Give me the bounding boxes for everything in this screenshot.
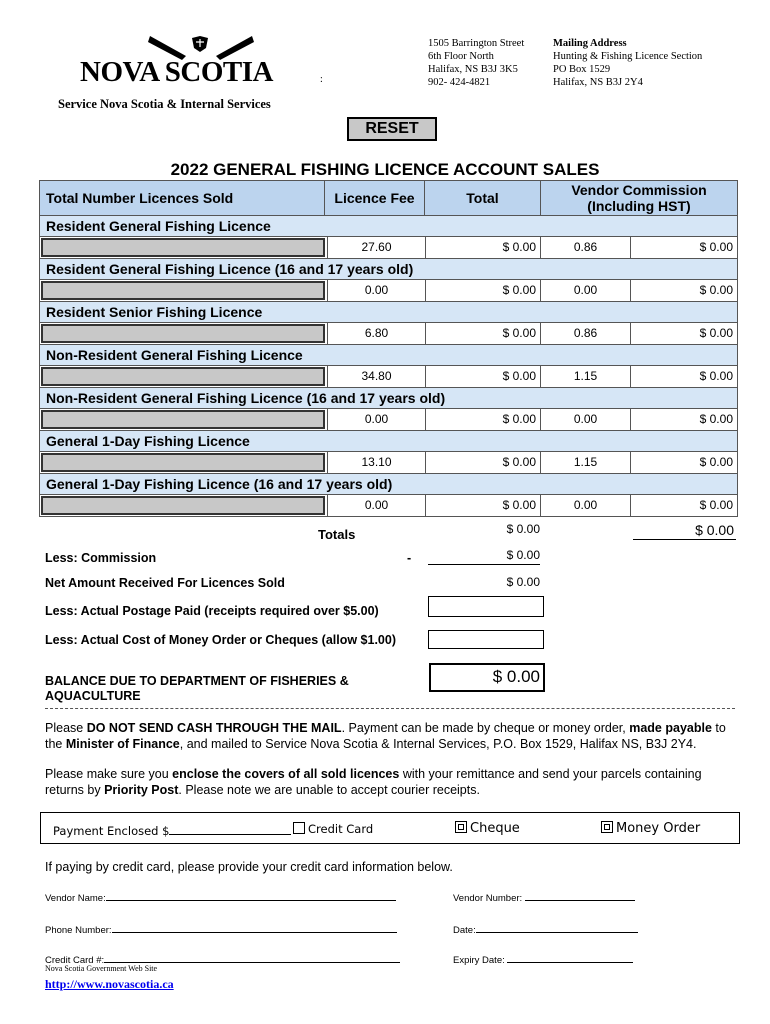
- quantity-input[interactable]: [41, 453, 325, 472]
- address-line: 6th Floor North: [428, 51, 494, 62]
- mailing-title: Mailing Address: [553, 38, 627, 49]
- cheque-option[interactable]: [455, 821, 520, 836]
- payment-enclosed-label: Payment Enclosed $: [53, 824, 170, 838]
- cheque-checkbox[interactable]: [455, 821, 467, 833]
- balance-value: $ 0.00: [492, 667, 540, 686]
- quantity-input[interactable]: [41, 496, 325, 515]
- expiry-field: [453, 952, 633, 966]
- totals-vendor-total: $ 0.00: [695, 522, 734, 538]
- row-total: $ 0.00: [426, 452, 541, 473]
- divider: [45, 708, 735, 709]
- money-order-input[interactable]: [428, 630, 544, 649]
- totals-label: Totals: [318, 527, 356, 542]
- less-commission-dash: -: [407, 551, 412, 565]
- section-title: Resident Senior Fishing Licence: [40, 301, 737, 322]
- quantity-input[interactable]: [41, 324, 325, 343]
- date-field: [453, 922, 638, 936]
- credit-card-number-label: Credit Card #:: [45, 955, 105, 966]
- payment-enclosed-input[interactable]: [169, 822, 291, 835]
- licence-fee: 34.80: [327, 366, 426, 387]
- credit-card-label: Credit Card: [308, 822, 374, 836]
- nova-scotia-logo: [78, 34, 288, 94]
- money-order-label: Money Order: [616, 821, 701, 836]
- col-header-commission: Vendor Commission (Including HST): [571, 182, 707, 214]
- postage-label: Less: Actual Postage Paid (receipts required over $5.00): [45, 604, 379, 618]
- address-line: PO Box 1529: [553, 64, 611, 75]
- vendor-name-label: Vendor Name:: [45, 893, 106, 904]
- money-order-checkbox[interactable]: [601, 821, 613, 833]
- phone-input[interactable]: [112, 922, 397, 933]
- postage-input[interactable]: [428, 596, 544, 617]
- address-line: Halifax, NS B3J 3K5: [428, 64, 518, 75]
- balance-label-line: BALANCE DUE TO DEPARTMENT OF FISHERIES &: [45, 674, 349, 688]
- reset-button[interactable]: RESET: [347, 117, 437, 141]
- licence-fee: 13.10: [327, 452, 426, 473]
- payment-enclosed: [53, 822, 291, 838]
- vendor-name-input[interactable]: [106, 890, 396, 901]
- licence-fee: 0.00: [327, 495, 426, 516]
- table-row: [40, 408, 737, 430]
- less-commission-label: Less: Commission: [45, 551, 157, 565]
- quantity-input[interactable]: [41, 410, 325, 429]
- licence-table: [39, 180, 738, 517]
- commission-total: $ 0.00: [699, 326, 733, 340]
- row-total: $ 0.00: [426, 366, 541, 387]
- commission-rate: 1.15: [541, 366, 631, 387]
- enclosure-notice: Please make sure you enclose the covers of all sold licences with your remittance and send your parcels containing returns by Priority Post. Please note we are unable to accept courier receipts.: [45, 767, 702, 797]
- section-title: Non-Resident General Fishing Licence: [40, 344, 737, 365]
- commission-rate: 0.86: [541, 323, 631, 344]
- service-name: Service Nova Scotia & Internal Services: [58, 97, 271, 111]
- date-input[interactable]: [476, 922, 638, 933]
- table-row: [40, 494, 737, 516]
- street-address: [428, 37, 524, 89]
- phone-label: Phone Number:: [45, 925, 112, 936]
- money-order-label: Less: Actual Cost of Money Order or Cheques (allow $1.00): [45, 633, 397, 647]
- commission-rate: 0.00: [541, 280, 631, 301]
- commission-total: $ 0.00: [699, 369, 733, 383]
- address-line: Halifax, NS B3J 2Y4: [553, 77, 643, 88]
- commission-total: $ 0.00: [699, 455, 733, 469]
- section-title: General 1-Day Fishing Licence: [40, 430, 737, 451]
- table-row: [40, 365, 737, 387]
- form-title: 2022 GENERAL FISHING LICENCE ACCOUNT SALES: [170, 160, 600, 179]
- net-amount-label: Net Amount Received For Licences Sold: [45, 576, 285, 590]
- licence-fee: 0.00: [327, 280, 426, 301]
- address-line: Hunting & Fishing Licence Section: [553, 51, 703, 62]
- commission-total: $ 0.00: [699, 412, 733, 426]
- mailing-address: [553, 37, 702, 89]
- commission-rate: 0.00: [541, 409, 631, 430]
- row-total: $ 0.00: [426, 323, 541, 344]
- table-row: [40, 236, 737, 258]
- payment-box: [40, 812, 740, 844]
- commission-rate: 0.00: [541, 495, 631, 516]
- footer-site-label: Nova Scotia Government Web Site: [45, 964, 158, 973]
- expiry-input[interactable]: [507, 952, 633, 963]
- phone-field: [45, 922, 397, 936]
- vendor-number-input[interactable]: [525, 890, 635, 901]
- footer-link[interactable]: http://www.novascotia.ca: [45, 977, 174, 991]
- table-row: [40, 279, 737, 301]
- section-title: Resident General Fishing Licence: [40, 215, 737, 236]
- balance-label-line: AQUACULTURE: [45, 689, 141, 703]
- col-header-qty: Total Number Licences Sold: [40, 181, 325, 215]
- totals-total: $ 0.00: [506, 522, 540, 536]
- credit-card-note: If paying by credit card, please provide your credit card information below.: [45, 860, 453, 874]
- expiry-label: Expiry Date:: [453, 955, 505, 966]
- credit-card-checkbox[interactable]: [293, 822, 305, 834]
- commission-rate: 1.15: [541, 452, 631, 473]
- date-label: Date:: [453, 925, 476, 936]
- quantity-input[interactable]: [41, 367, 325, 386]
- commission-total: $ 0.00: [699, 240, 733, 254]
- money-order-option[interactable]: [601, 821, 700, 836]
- row-total: $ 0.00: [426, 409, 541, 430]
- row-total: $ 0.00: [426, 280, 541, 301]
- table-row: [40, 322, 737, 344]
- less-commission-value: $ 0.00: [428, 548, 540, 565]
- col-header-total: Total: [425, 181, 541, 215]
- totals-vendor-line: [633, 539, 736, 540]
- table-row: [40, 451, 737, 473]
- commission-total: $ 0.00: [699, 498, 733, 512]
- licence-fee: 6.80: [327, 323, 426, 344]
- net-amount-value: $ 0.00: [506, 575, 540, 589]
- row-total: $ 0.00: [426, 237, 541, 258]
- section-title: General 1-Day Fishing Licence (16 and 17 years old): [40, 473, 737, 494]
- licence-fee: 27.60: [327, 237, 426, 258]
- vendor-number-label: Vendor Number:: [453, 893, 523, 904]
- commission-rate: 0.86: [541, 237, 631, 258]
- logo-text: NOVA SCOTIA: [80, 56, 273, 88]
- address-line: 1505 Barrington Street: [428, 38, 525, 49]
- section-title: Non-Resident General Fishing Licence (16 and 17 years old): [40, 387, 737, 408]
- quantity-input[interactable]: [41, 281, 325, 300]
- vendor-name-field: [45, 890, 396, 904]
- cash-notice: Please DO NOT SEND CASH THROUGH THE MAIL. Payment can be made by cheque or money order, made payable to the Minister of Finance, and mailed to Service Nova Scotia & Internal Services, P.O. Box 1529, Halifax NS, B3J 2Y4.: [45, 721, 726, 751]
- balance-label: [45, 674, 349, 704]
- address-line: 902- 424-4821: [428, 77, 491, 88]
- section-title: Resident General Fishing Licence (16 and 17 years old): [40, 258, 737, 279]
- cheque-label: Cheque: [470, 821, 520, 836]
- credit-card-option[interactable]: [293, 822, 373, 836]
- row-total: $ 0.00: [426, 495, 541, 516]
- vendor-number-field: [453, 890, 635, 904]
- licence-fee: 0.00: [327, 409, 426, 430]
- credit-card-number-input[interactable]: [104, 952, 400, 963]
- quantity-input[interactable]: [41, 238, 325, 257]
- col-header-fee: Licence Fee: [325, 181, 425, 215]
- table-header: [40, 181, 737, 215]
- logo-marker: :: [320, 74, 323, 85]
- commission-total: $ 0.00: [699, 283, 733, 297]
